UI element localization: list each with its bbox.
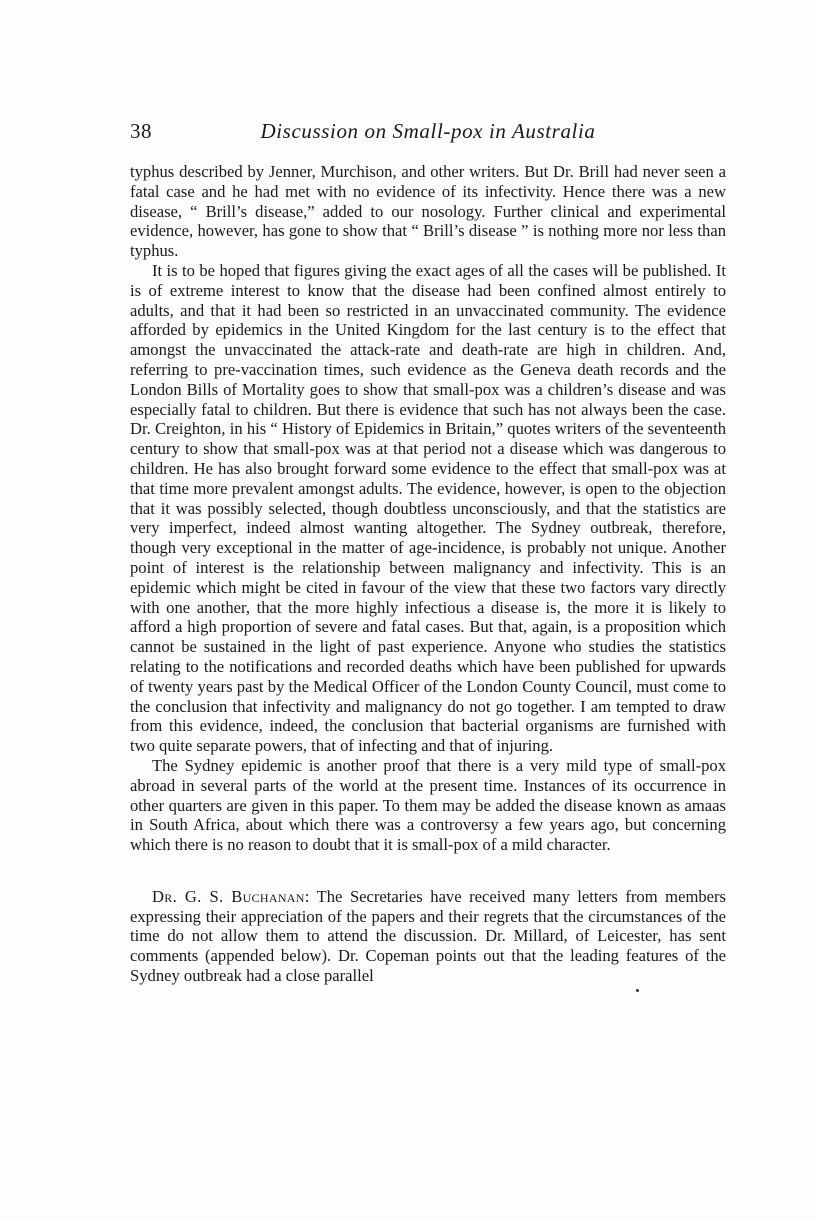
running-title: Discussion on Small-pox in Australia — [260, 119, 596, 143]
page-number: 38 — [130, 119, 152, 143]
speaker-name: Dr. G. S. Buchanan — [152, 886, 305, 906]
paragraph-continued: typhus described by Jenner, Murchison, and other writers. But Dr. Brill had never seen a fatal case and he had met with no evidence of its infectivity. Hence there was a new disease, “ Brill’s disease,” added to our nosology. Further clinical and experimental evidence, however, has gone to show that “ Brill’s disease ” is nothing more nor less than typhus. — [130, 162, 726, 261]
body-text — [130, 162, 726, 986]
section-separator-dot — [636, 989, 639, 992]
discussion-paragraph — [130, 887, 726, 986]
paragraph: The Sydney epidemic is another proof that there is a very mild type of small-pox abroad in several parts of the world at the present time. Instances of its occurrence in other quarters are given in this paper. To them may be added the disease known as amaas in South Africa, about which there was a controversy a few years ago, but concerning which there is no reason to doubt that it is small-pox of a mild character. — [130, 755, 726, 855]
page-header — [130, 119, 726, 149]
discussion-text: : The Secretaries have received many letters from members expressing their appreciation of the papers and their regrets that the circumstances of the time do not allow them to attend the discussion. Dr. Millard, of Leicester, has sent comments (appended below). Dr. Copeman points out that the leading features of the Sydney outbreak had a close parallel — [130, 886, 726, 986]
paragraph: It is to be hoped that figures giving the exact ages of all the cases will be published. It is of extreme interest to know that the disease had been confined almost entirely to adults, and that it had been so restricted in an unvaccinated community. The evidence afforded by epidemics in the United Kingdom for the last century is to the effect that amongst the unvaccinated the attack-rate and death-rate are high in children. And, referring to pre-vaccination times, such evidence as the Geneva death records and the London Bills of Mortality goes to show that small-pox was a children’s disease and was especially fatal to children. But there is evidence that such has not always been the case. Dr. Creighton, in his “ History of Epidemics in Britain,” quotes writers of the seventeenth century to show that small-pox was at that period not a disease which was dangerous to children. He has also brought forward some evidence to the effect that small-pox was at that time more prevalent amongst adults. The evidence, however, is open to the objection that it was possibly selected, though doubtless unconsciously, and that the statistics are very imperfect, indeed almost wanting altogether. The Sydney outbreak, therefore, though very exceptional in the matter of age-incidence, is probably not unique. Another point of interest is the relationship between malignancy and infectivity. This is an epidemic which might be cited in favour of the view that these two factors vary directly with one another, that the more highly infectious a disease is, the more it is likely to afford a high proportion of severe and fatal cases. But that, again, is a proposition which cannot be sustained in the light of past experience. Anyone who studies the statistics relating to the notifications and recorded deaths which have been published for upwards of twenty years past by the Medical Officer of the London County Council, must come to the conclusion that infectivity and malignancy do not go together. I am tempted to draw from this evidence, indeed, the conclusion that bacterial organisms are furnished with two quite separate powers, that of infecting and that of injuring. — [130, 260, 726, 756]
